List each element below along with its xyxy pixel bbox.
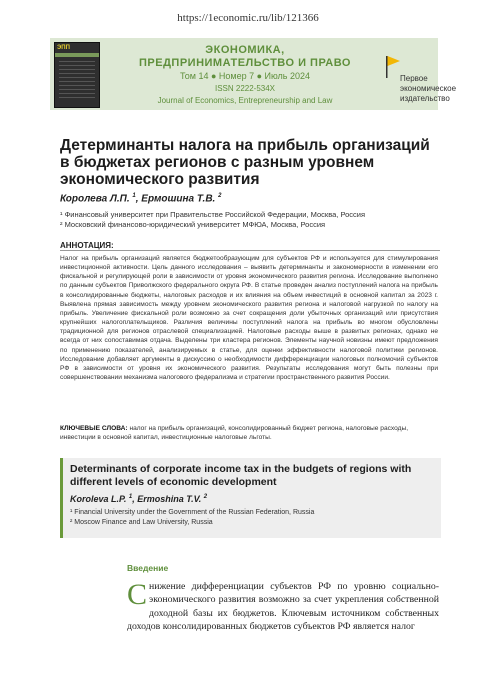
publisher-name: Первое экономическое издательство <box>400 74 457 103</box>
affiliation-2: ² Московский финансово-юридический университет МФЮА, Москва, Россия <box>60 220 326 229</box>
journal-issue-meta: Том 14 ● Номер 7 ● Июль 2024 <box>179 71 311 81</box>
introduction-text: Снижение дифференциации субъектов РФ по уровню социально-экономического развития возможно за счет укрепления собственной доходной базы их бюджетов. Ключевым источником собственных доходов консолидированных бюджетов субъектов РФ является налог <box>127 578 439 632</box>
english-affiliation-2: ² Moscow Finance and Law University, Russia <box>70 519 213 526</box>
publisher-flag-icon <box>386 56 400 78</box>
english-affiliation-1: ¹ Financial University under the Government of the Russian Federation, Russia <box>70 509 315 516</box>
journal-issn: ISSN 2222-534X <box>214 84 276 93</box>
english-authors: Koroleva L.P. $^1$, Ermoshina T.V. $^2$ <box>70 494 208 504</box>
keywords: КЛЮЧЕВЫЕ СЛОВА: налог на прибыль организаций, консолидированный бюджет региона, налоговые расходы, инвестиции в основной капитал, инвестиционные налоговые льготы. <box>60 425 409 442</box>
abstract-divider <box>60 250 440 251</box>
article-title: Детерминанты налога на прибыль организаций в бюджетах регионов с разным уровнем экономического развития <box>60 137 430 188</box>
english-title: Determinants of corporate income tax in the budgets of regions with different levels of economic development <box>70 463 412 488</box>
journal-title: ЭКОНОМИКА, ПРЕДПРИНИМАТЕЛЬСТВО И ПРАВО <box>139 44 351 69</box>
journal-cover-thumbnail <box>54 42 100 108</box>
affiliation-1: ¹ Финансовый университет при Правительстве Российской Федерации, Москва, Россия <box>60 210 366 219</box>
abstract-heading: АННОТАЦИЯ: <box>60 241 114 250</box>
article-authors: Королева Л.П. $^1$, Ермошина Т.В. $^2$ <box>60 193 222 205</box>
section-heading-introduction: Введение <box>127 563 169 573</box>
source-url[interactable]: https://1economic.ru/lib/121366 <box>177 12 319 24</box>
journal-title-en: Journal of Economics, Entrepreneurship and Law <box>157 96 333 105</box>
abstract-text: Налог на прибыль организаций является бюджетообразующим для субъектов РФ и используется для стимулирования инвестиционной активности. Цель данного исследования – выявить детерминанты и закономерности в изменении его фискальной и регулирующей роли в зависимости от уровня экономического развития региона. Исследование выполнено по данным субъектов Приволжского федерального округа РФ. В статье проведен анализ поступлений налога на прибыль в консолидированные бюджеты, налоговых расходов и их влияния на объем инвестиций в основной капитал за 2023 г. Выявлена прямая зависимость между уровнем экономического развития региона и налоговой нагрузкой по налогу на прибыль. Увеличение фискальной роли возможно за счет сокращения доли убыточных организаций или присутствия крупнейших налогоплательщиков. Различия величины поступлений налога на прибыль во многом обусловлены традиционной для регионов отраслевой специализацией. Налоговые расходы выше в развитых регионах, однако не всегда от них сопоставимая отдача. Выделены три кластера регионов. Элементы научной новизны имеют предложения по применению показателей, анализируемых в статье, для оценки эффективности налоговой политики регионов. Исследование добавляет аргументы в дискуссию о необходимости дифференциации налоговых полномочий субъектов РФ в зависимости от уровня их экономического развития. Результаты исследования могут быть полезны при совершенствовании механизма налогового федерализма и стратегии пространственного развития России. <box>60 255 438 382</box>
drop-cap: С <box>127 578 148 611</box>
cover-tag: ЭПП <box>57 45 70 51</box>
